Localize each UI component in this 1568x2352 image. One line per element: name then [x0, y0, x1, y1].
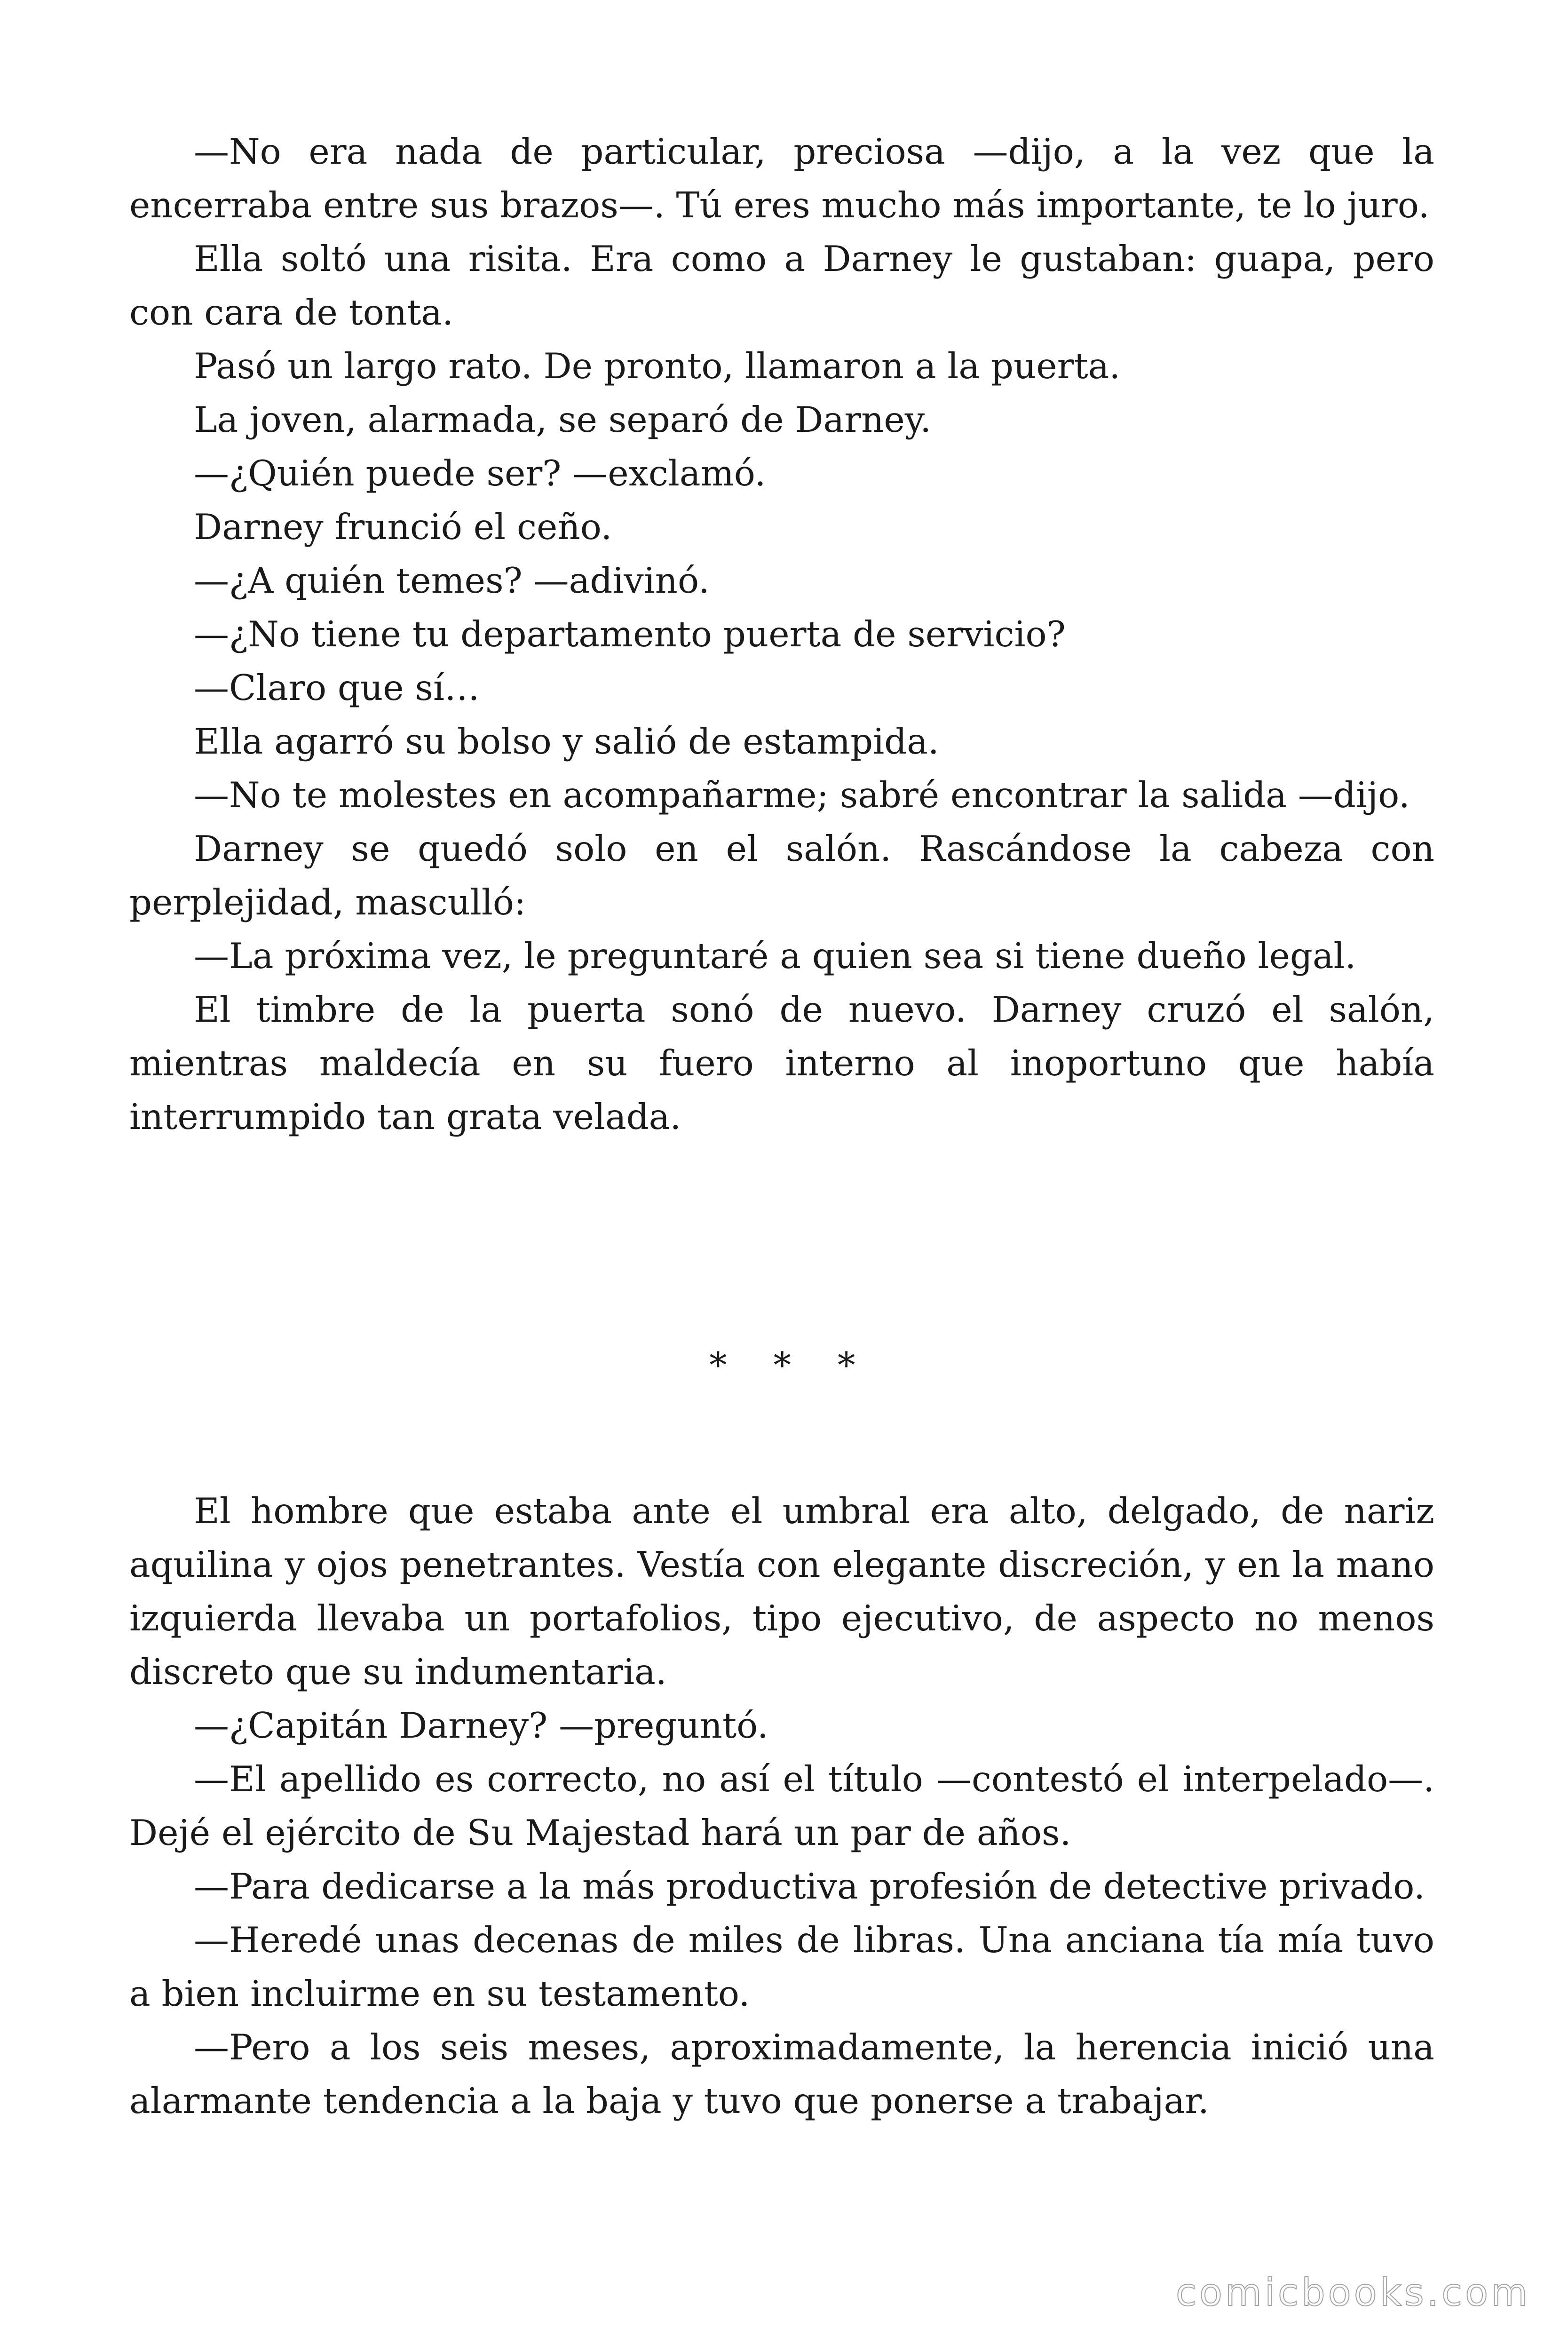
paragraph: —¿A quién temes? —adivinó. — [194, 560, 710, 601]
paragraph: La joven, alarmada, se separó de Darney. — [194, 399, 932, 440]
paragraph: El timbre de la puerta sonó de nuevo. Darney cruzó el salón, mientras maldecía en su fuero interno al inoportuno que había interrumpido tan grata velada. — [129, 989, 1434, 1137]
paragraph: —¿No tiene tu departamento puerta de servicio? — [194, 613, 1066, 655]
paragraph: —¿Quién puede ser? —exclamó. — [194, 453, 766, 494]
paragraph: Ella soltó una risita. Era como a Darney le gustaban: guapa, pero con cara de tonta. — [129, 238, 1434, 333]
text-block-top — [129, 125, 1434, 1144]
paragraph: —No te molestes en acompañarme; sabré encontrar la salida —dijo. — [194, 774, 1410, 816]
paragraph: El hombre que estaba ante el umbral era alto, delgado, de nariz aquilina y ojos penetrantes. Vestía con elegante discreción, y en la mano izquierda llevaba un portafolios, tipo ejecutivo, de aspecto no menos discreto que su indumentaria. — [129, 1490, 1434, 1692]
text-block-bottom — [129, 1484, 1434, 2128]
paragraph: Darney frunció el ceño. — [194, 506, 612, 548]
paragraph: Ella agarró su bolso y salió de estampida. — [194, 721, 939, 762]
paragraph: —La próxima vez, le preguntaré a quien sea si tiene dueño legal. — [194, 935, 1356, 977]
paragraph: —El apellido es correcto, no así el título —contestó el interpelado—. Dejé el ejército de Su Majestad hará un par de años. — [129, 1758, 1434, 1853]
paragraph: —Para dedicarse a la más productiva profesión de detective privado. — [194, 1866, 1425, 1907]
paragraph: —¿Capitán Darney? —preguntó. — [194, 1705, 768, 1746]
paragraph: —Claro que sí… — [194, 667, 480, 708]
paragraph: Darney se quedó solo en el salón. Rascándose la cabeza con perplejidad, masculló: — [129, 828, 1434, 923]
paragraph: —No era nada de particular, preciosa —dijo, a la vez que la encerraba entre sus brazos—. Tú eres mucho más importante, te lo juro. — [129, 131, 1434, 226]
paragraph: Pasó un largo rato. De pronto, llamaron a la puerta. — [194, 345, 1121, 387]
scene-separator: * * * — [709, 1344, 873, 1386]
paragraph: —Pero a los seis meses, aproximadamente, la herencia inició una alarmante tendencia a la baja y tuvo que ponerse a trabajar. — [129, 2026, 1434, 2122]
watermark: comicbooks.com — [1175, 2271, 1530, 2314]
paragraph: —Heredé unas decenas de miles de libras. Una anciana tía mía tuvo a bien incluirme en su testamento. — [129, 1919, 1434, 2014]
